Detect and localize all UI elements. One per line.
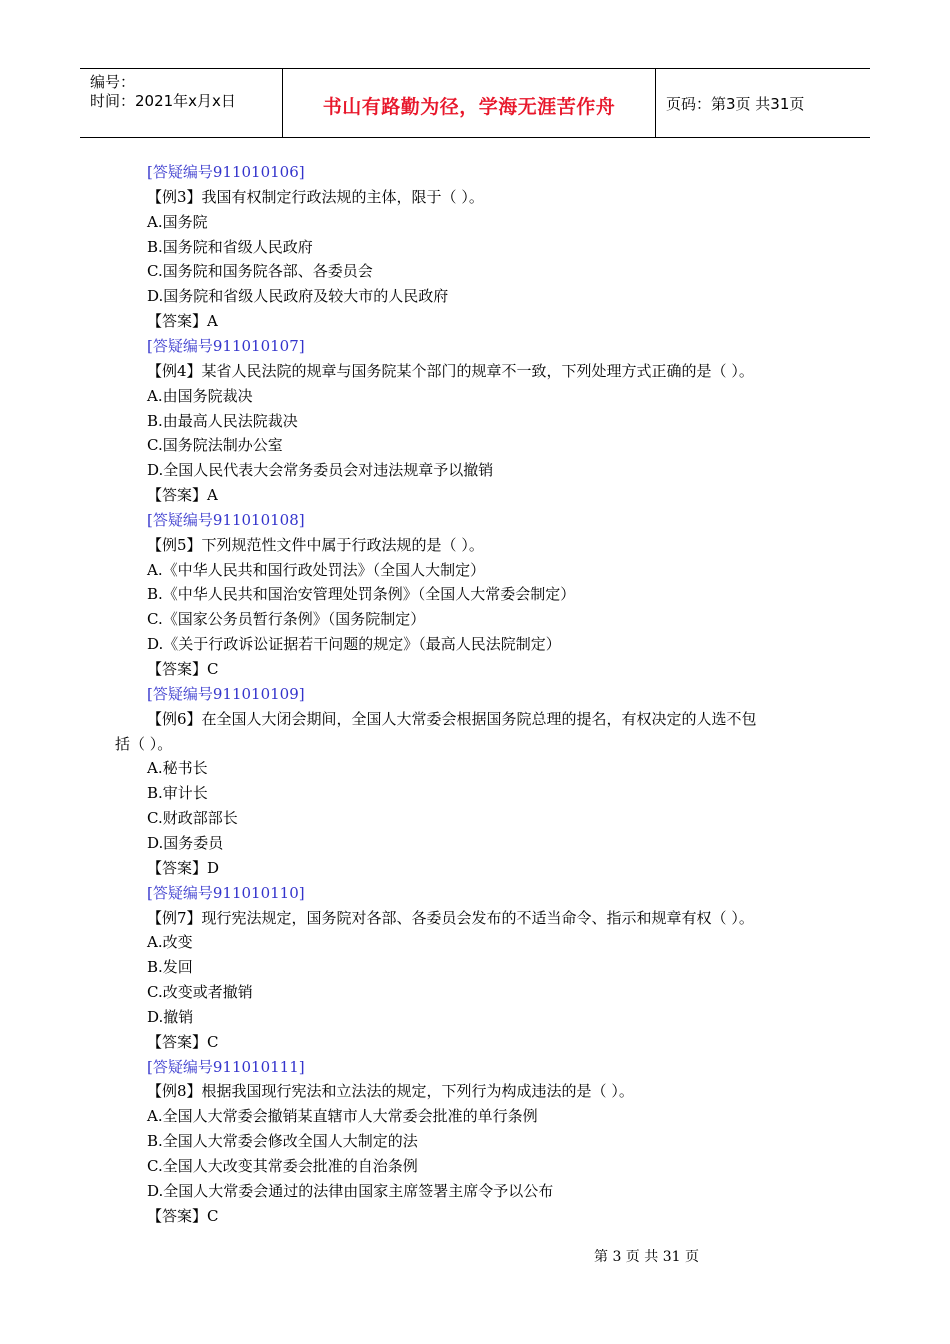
text-line: A.改变 bbox=[147, 933, 193, 952]
text-line: 【例4】某省人民法院的规章与国务院某个部门的规章不一致，下列处理方式正确的是（ ）。 bbox=[147, 361, 754, 380]
text-line: B.审计长 bbox=[147, 784, 208, 803]
text-line: 【例7】现行宪法规定，国务院对各部、各委员会发布的不适当命令、指示和规章有权（ ）。 bbox=[147, 908, 754, 927]
number-label: 编号： bbox=[90, 73, 136, 91]
text-line: B.发回 bbox=[147, 958, 193, 977]
text-line: B.全国人大常委会修改全国人大制定的法 bbox=[147, 1132, 418, 1151]
question-id: [答疑编号911010110] bbox=[147, 883, 305, 902]
question-id: [答疑编号911010108] bbox=[147, 510, 305, 529]
text-line: C.改变或者撤销 bbox=[147, 983, 253, 1002]
text-line: C.财政部部长 bbox=[147, 809, 238, 828]
question-id: [答疑编号911010111] bbox=[147, 1057, 305, 1076]
text-line: 【答案】C bbox=[147, 1032, 219, 1051]
text-line: A.国务院 bbox=[147, 212, 208, 231]
text-line: B.《中华人民共和国治安管理处罚条例》（全国人大常委会制定） bbox=[147, 585, 576, 604]
text-line: B.由最高人民法院裁决 bbox=[147, 411, 298, 430]
motto-text: 书山有路勤为径，学海无涯苦作舟 bbox=[322, 96, 616, 118]
time-label: 时间：2021年x月x日 bbox=[90, 92, 236, 110]
question-id: [答疑编号911010109] bbox=[147, 684, 305, 703]
text-line: D.国务委员 bbox=[147, 833, 224, 852]
text-line: D.全国人大常委会通过的法律由国家主席签署主席令予以公布 bbox=[147, 1181, 554, 1200]
text-line: C.国务院和国务院各部、各委员会 bbox=[147, 262, 373, 281]
text-line: A.秘书长 bbox=[147, 759, 208, 778]
text-line: A.全国人大常委会撤销某直辖市人大常委会批准的单行条例 bbox=[147, 1107, 538, 1126]
text-line: 【答案】C bbox=[147, 1206, 219, 1225]
text-line: D.《关于行政诉讼证据若干问题的规定》（最高人民法院制定） bbox=[147, 635, 561, 654]
text-line: 括（ ）。 bbox=[115, 734, 173, 753]
text-line: 【例8】根据我国现行宪法和立法法的规定，下列行为构成违法的是（ ）。 bbox=[147, 1082, 634, 1101]
header-motto-cell bbox=[283, 69, 656, 137]
text-line: 【例3】我国有权制定行政法规的主体，限于（ ）。 bbox=[147, 187, 484, 206]
text-line: C.国务院法制办公室 bbox=[147, 436, 283, 455]
text-line: 【答案】C bbox=[147, 660, 219, 678]
text-line: 【例5】下列规范性文件中属于行政法规的是（ ）。 bbox=[147, 535, 484, 554]
text-line: 【例6】在全国人大闭会期间，全国人大常委会根据国务院总理的提名，有权决定的人选不包 bbox=[147, 709, 757, 728]
header-meta-cell bbox=[80, 69, 283, 137]
text-line: 【答案】A bbox=[147, 312, 218, 331]
text-line: C.全国人大改变其常委会批准的自治条例 bbox=[147, 1157, 418, 1175]
page-footer: 第 3 页 共 31 页 bbox=[594, 1249, 699, 1265]
text-line: D.国务院和省级人民政府及较大市的人民政府 bbox=[147, 287, 449, 306]
page-header bbox=[80, 68, 870, 138]
text-line: D.全国人民代表大会常务委员会对违法规章予以撤销 bbox=[147, 461, 494, 480]
text-line: A.《中华人民共和国行政处罚法》（全国人大制定） bbox=[147, 560, 486, 579]
text-line: 【答案】A bbox=[147, 486, 218, 505]
question-id: [答疑编号911010107] bbox=[147, 336, 305, 355]
text-line: 【答案】D bbox=[147, 858, 220, 877]
text-line: C.《国家公务员暂行条例》（国务院制定） bbox=[147, 610, 426, 629]
page-info: 页码：第3页 共31页 bbox=[666, 95, 805, 113]
question-id: [答疑编号911010106] bbox=[147, 163, 305, 181]
text-line: B.国务院和省级人民政府 bbox=[147, 237, 313, 256]
text-line: A.由国务院裁决 bbox=[147, 386, 253, 405]
text-line: D.撤销 bbox=[147, 1007, 194, 1026]
header-page-cell bbox=[656, 69, 870, 137]
